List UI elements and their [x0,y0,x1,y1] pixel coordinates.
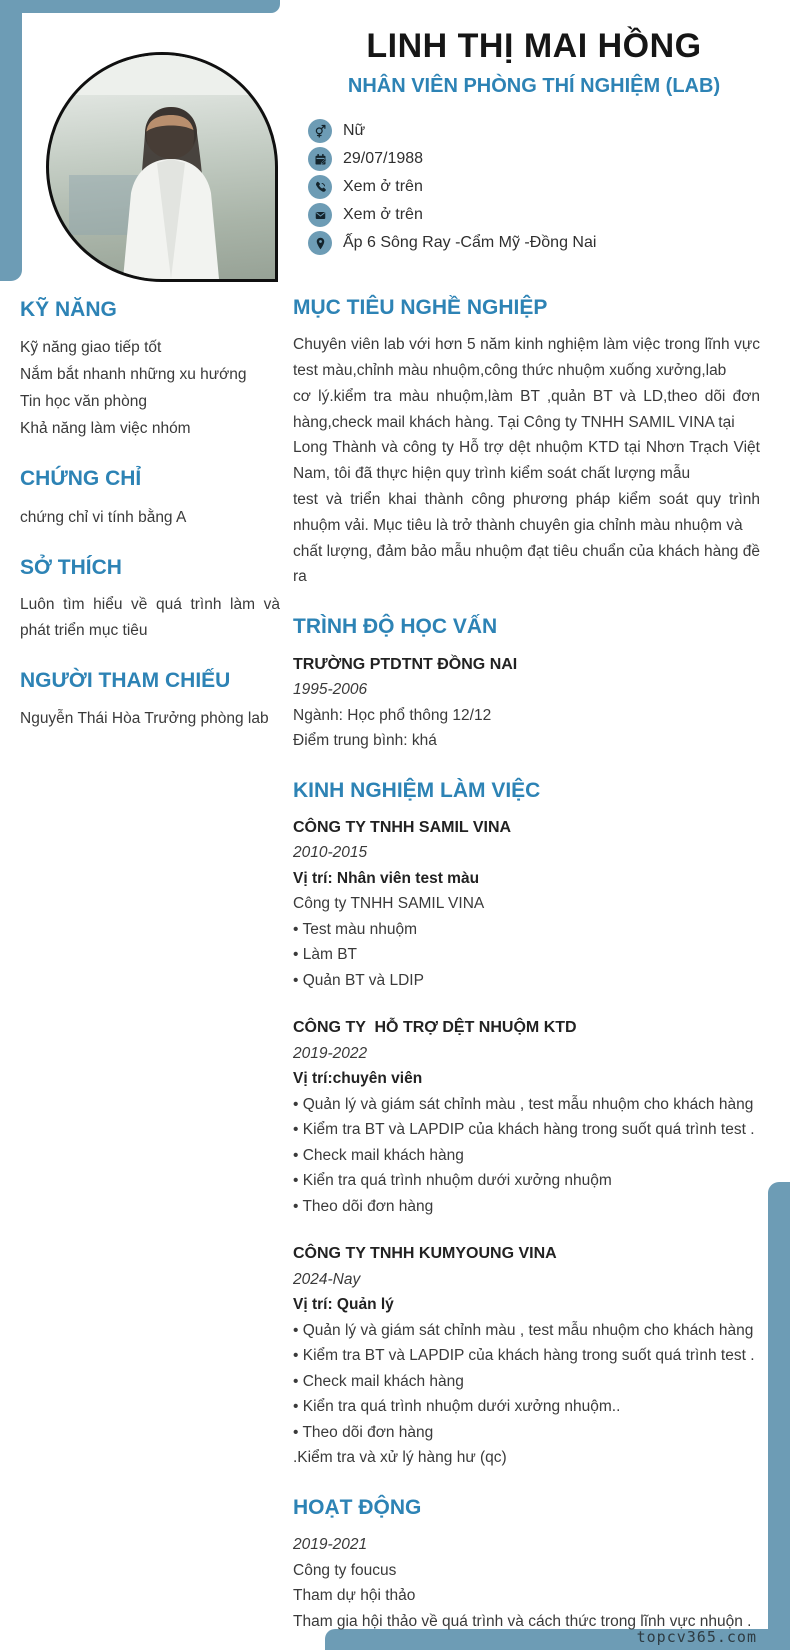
job-entry [293,815,760,994]
job-detail: • Quản lý và giám sát chỉnh màu , test mẫu nhuộm cho khách hàng [293,1095,754,1113]
profile-photo [46,52,278,282]
email-value: Xem ở trên [343,206,423,223]
main-content [293,294,760,1650]
certificate-item: chứng chỉ vi tính bằng A [20,508,187,526]
activity-line: Tham gia hội thảo về quá trình và cách thức trong lĩnh vực nhuộn . [293,1612,752,1630]
education-detail: Điểm trung bình: khá [293,732,437,750]
section-experience [293,777,760,1471]
section-certificates [20,465,280,530]
sidebar [20,296,280,755]
objective-paragraph: Chuyên viên lab với hơn 5 năm kinh nghiệm làm việc trong lĩnh vực test màu,chỉnh màu nhuộm,công thức nhuộm xuống xưởng,lab [293,336,760,380]
job-position: Vị trí: Nhân viên test màu [293,869,480,887]
job-company: CÔNG TY TNHH SAMIL VINA [293,818,512,836]
section-objective [293,294,760,590]
education-heading: TRÌNH ĐỘ HỌC VẤN [293,615,498,639]
activity-line: Công ty foucus [293,1561,397,1579]
skill-item: Khả năng làm việc nhóm [20,420,191,438]
watermark: topcv365.com [636,1628,757,1646]
references-heading: NGƯỜI THAM CHIẾU [20,668,231,692]
objective-paragraph: cơ lý.kiểm tra màu nhuộm,làm BT ,quản BT và LD,theo dõi đơn hàng,check mail khách hàng. Tại Công ty TNHH SAMIL VINA tại [293,387,760,431]
calendar-icon [308,147,332,171]
job-detail: • Làm BT [293,946,357,964]
job-detail: .Kiểm tra và xử lý hàng hư (qc) [293,1449,507,1467]
section-education [293,613,760,753]
experience-heading: KINH NGHIỆM LÀM VIỆC [293,778,541,802]
job-detail: • Test màu nhuộm [293,920,418,938]
email-icon [308,203,332,227]
job-entry [293,1015,760,1219]
contact-row-email [308,203,778,227]
gender-value: Nữ [343,122,366,139]
job-period: 2019-2022 [293,1044,368,1062]
objective-paragraph: Long Thành và công ty Hỗ trợ dệt nhuộm KTD tại Nhơn Trạch Việt Nam, tôi đã thực hiện quy trình kiểm soát chất lượng mẫu [293,439,760,483]
activity-line: Tham dự hội thảo [293,1587,416,1605]
contact-row-birthday [308,147,778,171]
header [295,26,773,98]
section-activities [293,1494,760,1634]
job-entry [293,1241,760,1471]
phone-value: Xem ở trên [343,178,423,195]
person-silhouette-icon [49,55,275,279]
job-company: CÔNG TY HỖ TRỢ DỆT NHUỘM KTD [293,1019,577,1037]
job-period: 2010-2015 [293,844,368,862]
job-detail: • Theo dõi đơn hàng [293,1423,434,1441]
objective-paragraph: test và triển khai thành công phương pháp kiểm soát quy trình nhuộm vải. Mục tiêu là trở thành chuyên gia chỉnh màu nhuộm và [293,491,760,534]
skill-item: Tin học văn phòng [20,393,147,411]
skill-item: Nắm bắt nhanh những xu hướng [20,366,247,384]
job-detail: • Kiển tra quá trình nhuộm dưới xưởng nhuộm.. [293,1398,621,1416]
skill-item: Kỹ năng giao tiếp tốt [20,339,162,357]
school-name: TRƯỜNG PTDTNT ĐỒNG NAI [293,655,518,673]
right-accent-bar [768,1182,790,1650]
contact-row-address [308,231,778,255]
phone-icon [308,175,332,199]
objective-paragraph: chất lượng, đảm bảo mẫu nhuộm đạt tiêu chuẩn của khách hàng đề ra [293,542,760,586]
reference-text: Nguyễn Thái Hòa Trưởng phòng lab [20,710,269,728]
skills-heading: KỸ NĂNG [20,298,117,321]
job-detail: • Quản BT và LDIP [293,971,424,989]
section-references [20,667,280,732]
top-accent-band [0,0,280,13]
job-company: CÔNG TY TNHH KUMYOUNG VINA [293,1245,557,1263]
contact-list [308,119,778,259]
education-period: 1995-2006 [293,681,368,699]
hobbies-text: Luôn tìm hiểu về quá trình làm và phát triển mục tiêu [20,595,280,639]
job-period: 2024-Nay [293,1270,361,1288]
job-position: Vị trí: Quản lý [293,1296,394,1314]
job-detail: • Kiểm tra BT và LAPDIP của khách hàng trong suốt quá trình test . [293,1347,755,1365]
job-detail: • Check mail khách hàng [293,1146,464,1164]
location-icon [308,231,332,255]
job-detail: • Check mail khách hàng [293,1372,464,1390]
left-accent-strip [0,0,22,281]
gender-icon [308,119,332,143]
candidate-job-title: NHÂN VIÊN PHÒNG THÍ NGHIỆM (LAB) [347,74,721,97]
job-detail: • Kiểm tra BT và LAPDIP của khách hàng trong suốt quá trình test . [293,1121,755,1139]
job-detail: Công ty TNHH SAMIL VINA [293,895,485,913]
hobbies-heading: SỞ THÍCH [20,555,122,579]
address-value: Ấp 6 Sông Ray -Cẩm Mỹ -Đồng Nai [343,234,597,251]
education-detail: Ngành: Học phổ thông 12/12 [293,706,492,724]
birthday-value: 29/07/1988 [343,150,424,167]
candidate-name: LINH THỊ MAI HỒNG [366,27,702,65]
activities-period: 2019-2021 [293,1536,368,1554]
section-skills [20,296,280,442]
job-detail: • Kiển tra quá trình nhuộm dưới xưởng nhuộm [293,1172,612,1190]
contact-row-phone [308,175,778,199]
section-hobbies [20,554,280,644]
job-position: Vị trí:chuyên viên [293,1070,423,1088]
activities-heading: HOẠT ĐỘNG [293,1495,422,1519]
job-detail: • Theo dõi đơn hàng [293,1197,434,1215]
objective-heading: MỤC TIÊU NGHỀ NGHIỆP [293,296,548,319]
certificates-heading: CHỨNG CHỈ [20,467,142,491]
job-detail: • Quản lý và giám sát chỉnh màu , test mẫu nhuộm cho khách hàng [293,1321,754,1339]
contact-row-gender [308,119,778,143]
